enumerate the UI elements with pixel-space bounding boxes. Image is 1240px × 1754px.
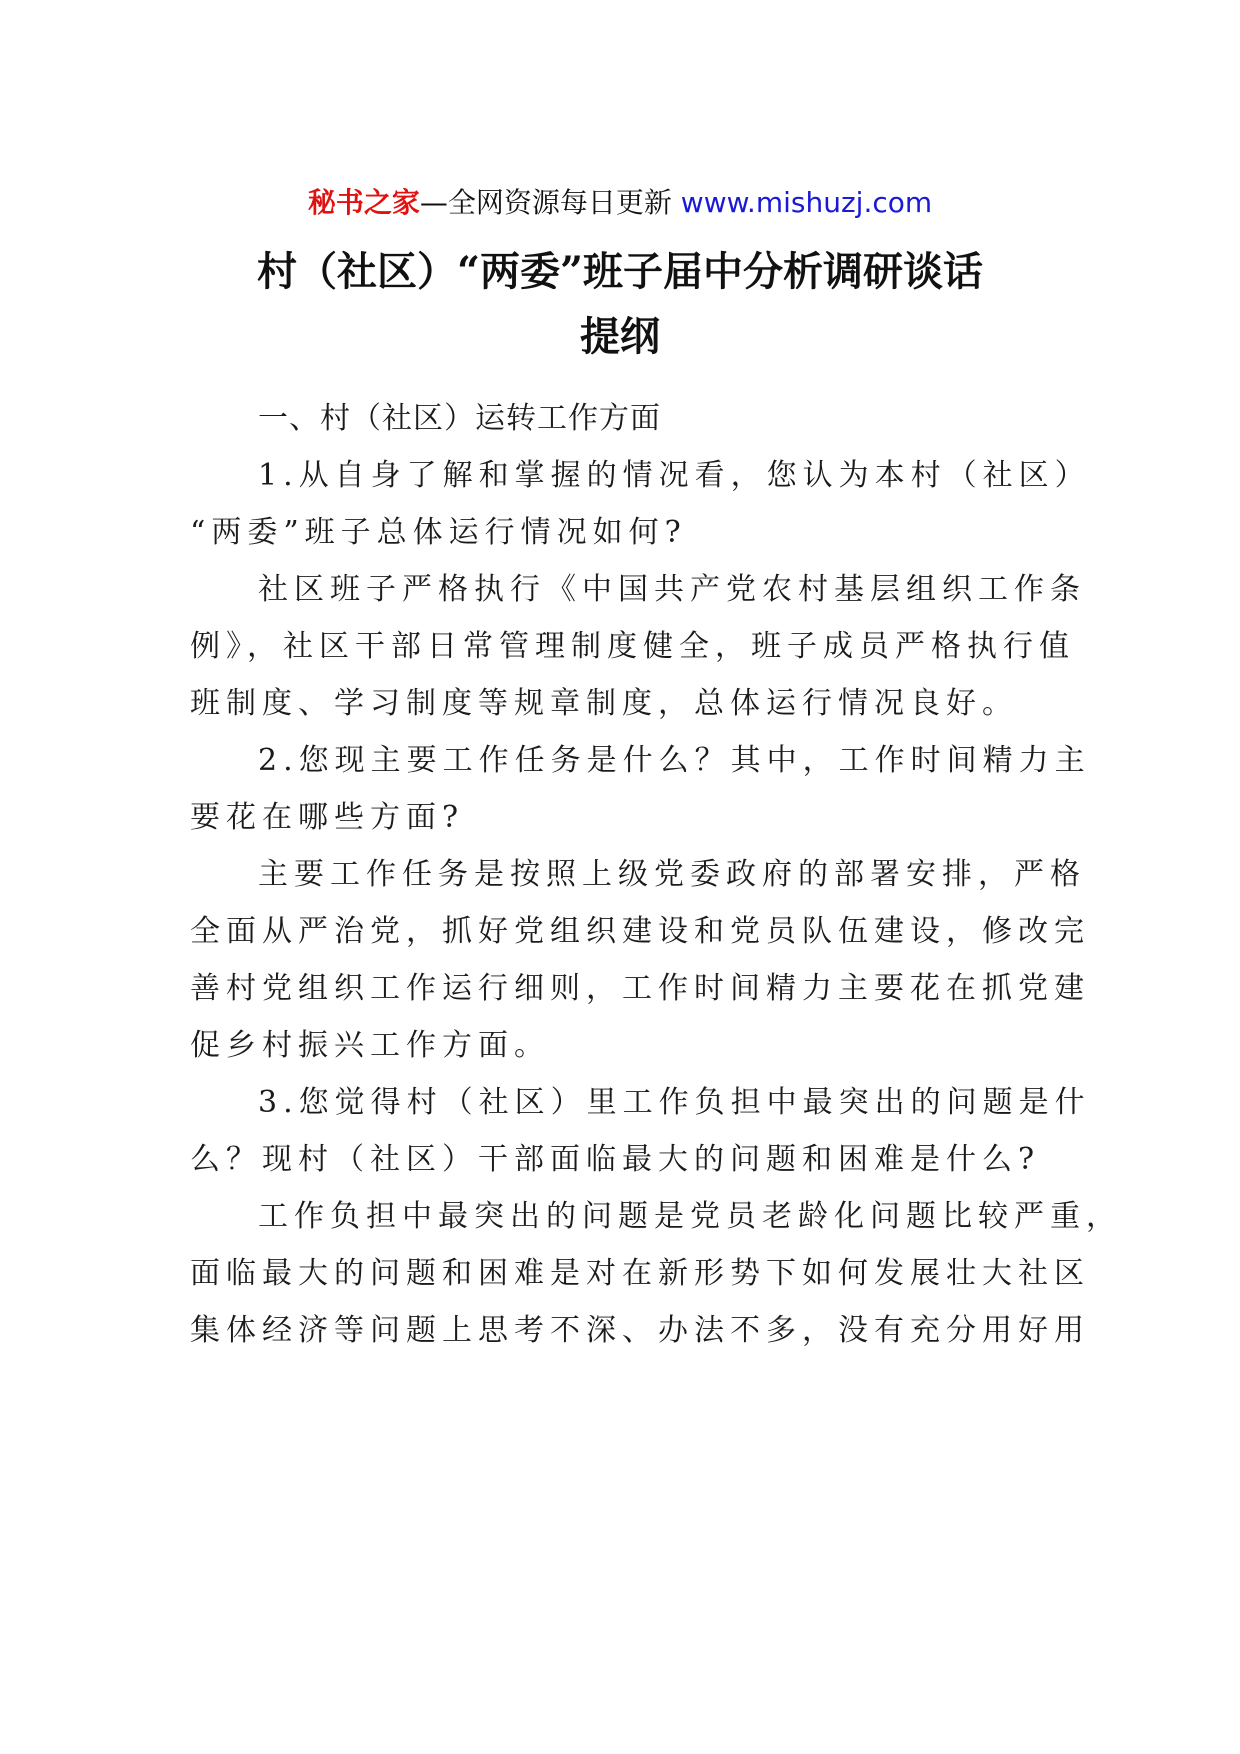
site-header	[0, 183, 1240, 223]
question-3-line-1: 3.您觉得村（社区）里工作负担中最突出的问题是什	[258, 1085, 1091, 1120]
site-url-link[interactable]: www.mishuzj.com	[680, 186, 933, 219]
site-brand: 秘书之家	[307, 186, 420, 219]
question-2-line-2: 要花在哪些方面?	[190, 800, 465, 835]
document-title-line-2: 提纲	[580, 313, 660, 360]
question-1-line-1: 1.从自身了解和掌握的情况看，您认为本村（社区）	[258, 458, 1091, 493]
section-heading: 一、村（社区）运转工作方面	[258, 401, 661, 436]
question-1-line-2: “两委”班子总体运行情况如何?	[190, 515, 687, 550]
document-title-line-1: 村（社区）“两委”班子届中分析调研谈话	[256, 248, 983, 295]
answer-1-line-3: 班制度、学习制度等规章制度，总体运行情况良好。	[190, 686, 1018, 721]
site-slogan: —全网资源每日更新	[419, 186, 672, 219]
answer-2-line-3: 善村党组织工作运行细则，工作时间精力主要花在抓党建	[190, 971, 1090, 1006]
answer-1-line-1: 社区班子严格执行《中国共产党农村基层组织工作条	[258, 572, 1086, 607]
answer-1-line-2: 例》，社区干部日常管理制度健全，班子成员严格执行值	[190, 629, 1075, 664]
answer-3-line-2: 面临最大的问题和困难是对在新形势下如何发展壮大社区	[190, 1256, 1090, 1291]
answer-3-line-3: 集体经济等问题上思考不深、办法不多，没有充分用好用	[190, 1313, 1090, 1348]
answer-2-line-2: 全面从严治党，抓好党组织建设和党员队伍建设，修改完	[190, 914, 1090, 949]
answer-3-line-1: 工作负担中最突出的问题是党员老龄化问题比较严重，	[258, 1199, 1122, 1234]
answer-2-line-1: 主要工作任务是按照上级党委政府的部署安排，严格	[258, 857, 1086, 892]
question-3-line-2: 么？现村（社区）干部面临最大的问题和困难是什么?	[190, 1142, 1041, 1177]
question-2-line-1: 2.您现主要工作任务是什么？其中，工作时间精力主	[258, 743, 1091, 778]
answer-2-line-4: 促乡村振兴工作方面。	[190, 1028, 550, 1063]
